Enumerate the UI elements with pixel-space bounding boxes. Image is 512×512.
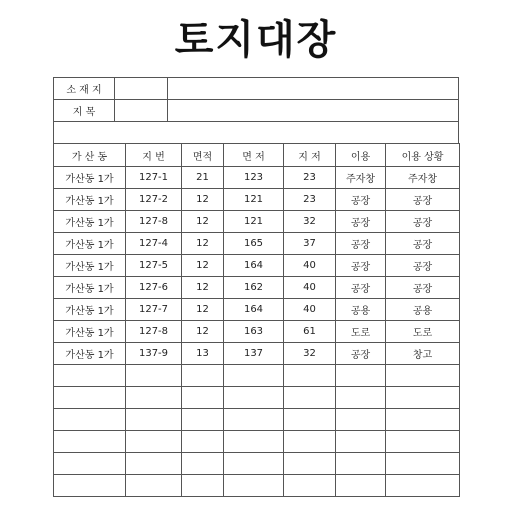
table-cell xyxy=(54,475,126,497)
table-cell: 164 xyxy=(224,255,284,277)
table-cell: 127-1 xyxy=(126,167,182,189)
table-cell xyxy=(182,409,224,431)
table-row xyxy=(54,409,460,431)
table-cell: 165 xyxy=(224,233,284,255)
table-row xyxy=(54,387,460,409)
table-row xyxy=(54,233,460,255)
table-cell xyxy=(386,409,460,431)
table-cell xyxy=(126,365,182,387)
table-cell xyxy=(224,431,284,453)
location-row xyxy=(54,78,459,100)
location-extra-cell xyxy=(168,78,459,100)
table-cell: 137-9 xyxy=(126,343,182,365)
table-cell: 32 xyxy=(284,343,336,365)
table-cell xyxy=(284,475,336,497)
table-header-row xyxy=(54,144,460,167)
spacer-row xyxy=(53,121,459,143)
table-cell: 공장 xyxy=(386,233,460,255)
header-cell: 지 번 xyxy=(126,144,182,167)
table-cell xyxy=(336,453,386,475)
table-row xyxy=(54,299,460,321)
lot-label: 지 목 xyxy=(54,100,115,122)
table-cell: 가산동 1가 xyxy=(54,167,126,189)
table-cell xyxy=(54,431,126,453)
table-cell xyxy=(54,453,126,475)
land-register-table xyxy=(53,143,460,497)
table-cell: 가산동 1가 xyxy=(54,255,126,277)
table-cell: 127-2 xyxy=(126,189,182,211)
table-cell: 163 xyxy=(224,321,284,343)
table-cell: 가산동 1가 xyxy=(54,277,126,299)
table-cell: 공장 xyxy=(336,233,386,255)
table-cell: 21 xyxy=(182,167,224,189)
location-label: 소 재 지 xyxy=(54,78,115,100)
table-cell: 23 xyxy=(284,167,336,189)
table-cell xyxy=(386,365,460,387)
table-cell xyxy=(182,365,224,387)
table-cell xyxy=(54,409,126,431)
table-cell xyxy=(182,431,224,453)
table-cell xyxy=(336,409,386,431)
table-cell: 121 xyxy=(224,189,284,211)
table-cell xyxy=(284,409,336,431)
table-row xyxy=(54,189,460,211)
table-cell: 127-8 xyxy=(126,321,182,343)
table-row xyxy=(54,475,460,497)
table-cell: 공장 xyxy=(336,277,386,299)
table-cell xyxy=(182,387,224,409)
table-cell xyxy=(284,365,336,387)
table-cell xyxy=(126,409,182,431)
table-cell: 주자창 xyxy=(386,167,460,189)
table-row xyxy=(54,453,460,475)
table-cell: 32 xyxy=(284,211,336,233)
header-cell: 이용 상황 xyxy=(386,144,460,167)
table-cell: 121 xyxy=(224,211,284,233)
table-cell: 가산동 1가 xyxy=(54,233,126,255)
table-cell: 162 xyxy=(224,277,284,299)
lot-row xyxy=(54,100,459,122)
table-cell: 공용 xyxy=(336,299,386,321)
table-cell xyxy=(336,475,386,497)
table-cell: 공용 xyxy=(386,299,460,321)
table-cell xyxy=(182,453,224,475)
table-cell xyxy=(224,387,284,409)
table-cell xyxy=(284,431,336,453)
table-cell: 공장 xyxy=(386,189,460,211)
table-row xyxy=(54,343,460,365)
table-cell: 61 xyxy=(284,321,336,343)
table-cell xyxy=(284,453,336,475)
header-cell: 지 저 xyxy=(284,144,336,167)
table-cell xyxy=(386,387,460,409)
table-cell: 도로 xyxy=(336,321,386,343)
table-cell xyxy=(126,431,182,453)
table-cell: 127-6 xyxy=(126,277,182,299)
table-cell: 13 xyxy=(182,343,224,365)
table-cell: 12 xyxy=(182,211,224,233)
table-cell: 137 xyxy=(224,343,284,365)
table-cell: 127-5 xyxy=(126,255,182,277)
table-cell xyxy=(386,431,460,453)
table-cell: 164 xyxy=(224,299,284,321)
table-cell: 123 xyxy=(224,167,284,189)
table-cell: 공장 xyxy=(336,343,386,365)
table-cell: 가산동 1가 xyxy=(54,189,126,211)
table-cell xyxy=(284,387,336,409)
table-cell xyxy=(126,475,182,497)
table-cell: 12 xyxy=(182,255,224,277)
table-row xyxy=(54,321,460,343)
table-cell: 공장 xyxy=(386,211,460,233)
table-cell: 공장 xyxy=(336,255,386,277)
table-cell: 40 xyxy=(284,277,336,299)
table-row xyxy=(54,211,460,233)
table-cell: 공장 xyxy=(336,211,386,233)
header-cell: 면 저 xyxy=(224,144,284,167)
table-cell xyxy=(336,387,386,409)
table-cell: 40 xyxy=(284,255,336,277)
table-cell: 40 xyxy=(284,299,336,321)
table-cell: 가산동 1가 xyxy=(54,343,126,365)
lot-value-cell xyxy=(115,100,168,122)
table-cell: 127-8 xyxy=(126,211,182,233)
table-row xyxy=(54,167,460,189)
table-cell: 12 xyxy=(182,189,224,211)
table-cell: 12 xyxy=(182,321,224,343)
table-cell: 가산동 1가 xyxy=(54,321,126,343)
table-cell xyxy=(336,431,386,453)
info-table xyxy=(53,77,459,122)
table-cell: 도로 xyxy=(386,321,460,343)
table-row xyxy=(54,365,460,387)
table-row xyxy=(54,255,460,277)
table-cell: 공장 xyxy=(386,255,460,277)
header-cell: 면적 xyxy=(182,144,224,167)
table-cell xyxy=(224,409,284,431)
table-cell: 12 xyxy=(182,299,224,321)
table-cell: 12 xyxy=(182,277,224,299)
document-title: 토지대장 xyxy=(174,17,338,63)
table-cell: 37 xyxy=(284,233,336,255)
table-cell xyxy=(224,453,284,475)
table-cell: 공장 xyxy=(386,277,460,299)
table-cell xyxy=(224,475,284,497)
table-cell: 창고 xyxy=(386,343,460,365)
table-cell xyxy=(182,475,224,497)
table-cell xyxy=(54,387,126,409)
table-cell: 주자창 xyxy=(336,167,386,189)
table-cell: 12 xyxy=(182,233,224,255)
table-row xyxy=(54,277,460,299)
table-row xyxy=(54,431,460,453)
header-cell: 이용 xyxy=(336,144,386,167)
lot-extra-cell xyxy=(168,100,459,122)
table-cell: 공장 xyxy=(336,189,386,211)
table-cell xyxy=(386,475,460,497)
table-cell: 가산동 1가 xyxy=(54,211,126,233)
table-cell xyxy=(386,453,460,475)
table-cell: 23 xyxy=(284,189,336,211)
table-cell: 가산동 1가 xyxy=(54,299,126,321)
table-cell: 127-7 xyxy=(126,299,182,321)
table-cell: 127-4 xyxy=(126,233,182,255)
location-value-cell xyxy=(115,78,168,100)
header-cell: 가 산 동 xyxy=(54,144,126,167)
table-cell xyxy=(336,365,386,387)
table-cell xyxy=(54,365,126,387)
table-cell xyxy=(224,365,284,387)
table-cell xyxy=(126,453,182,475)
table-cell xyxy=(126,387,182,409)
